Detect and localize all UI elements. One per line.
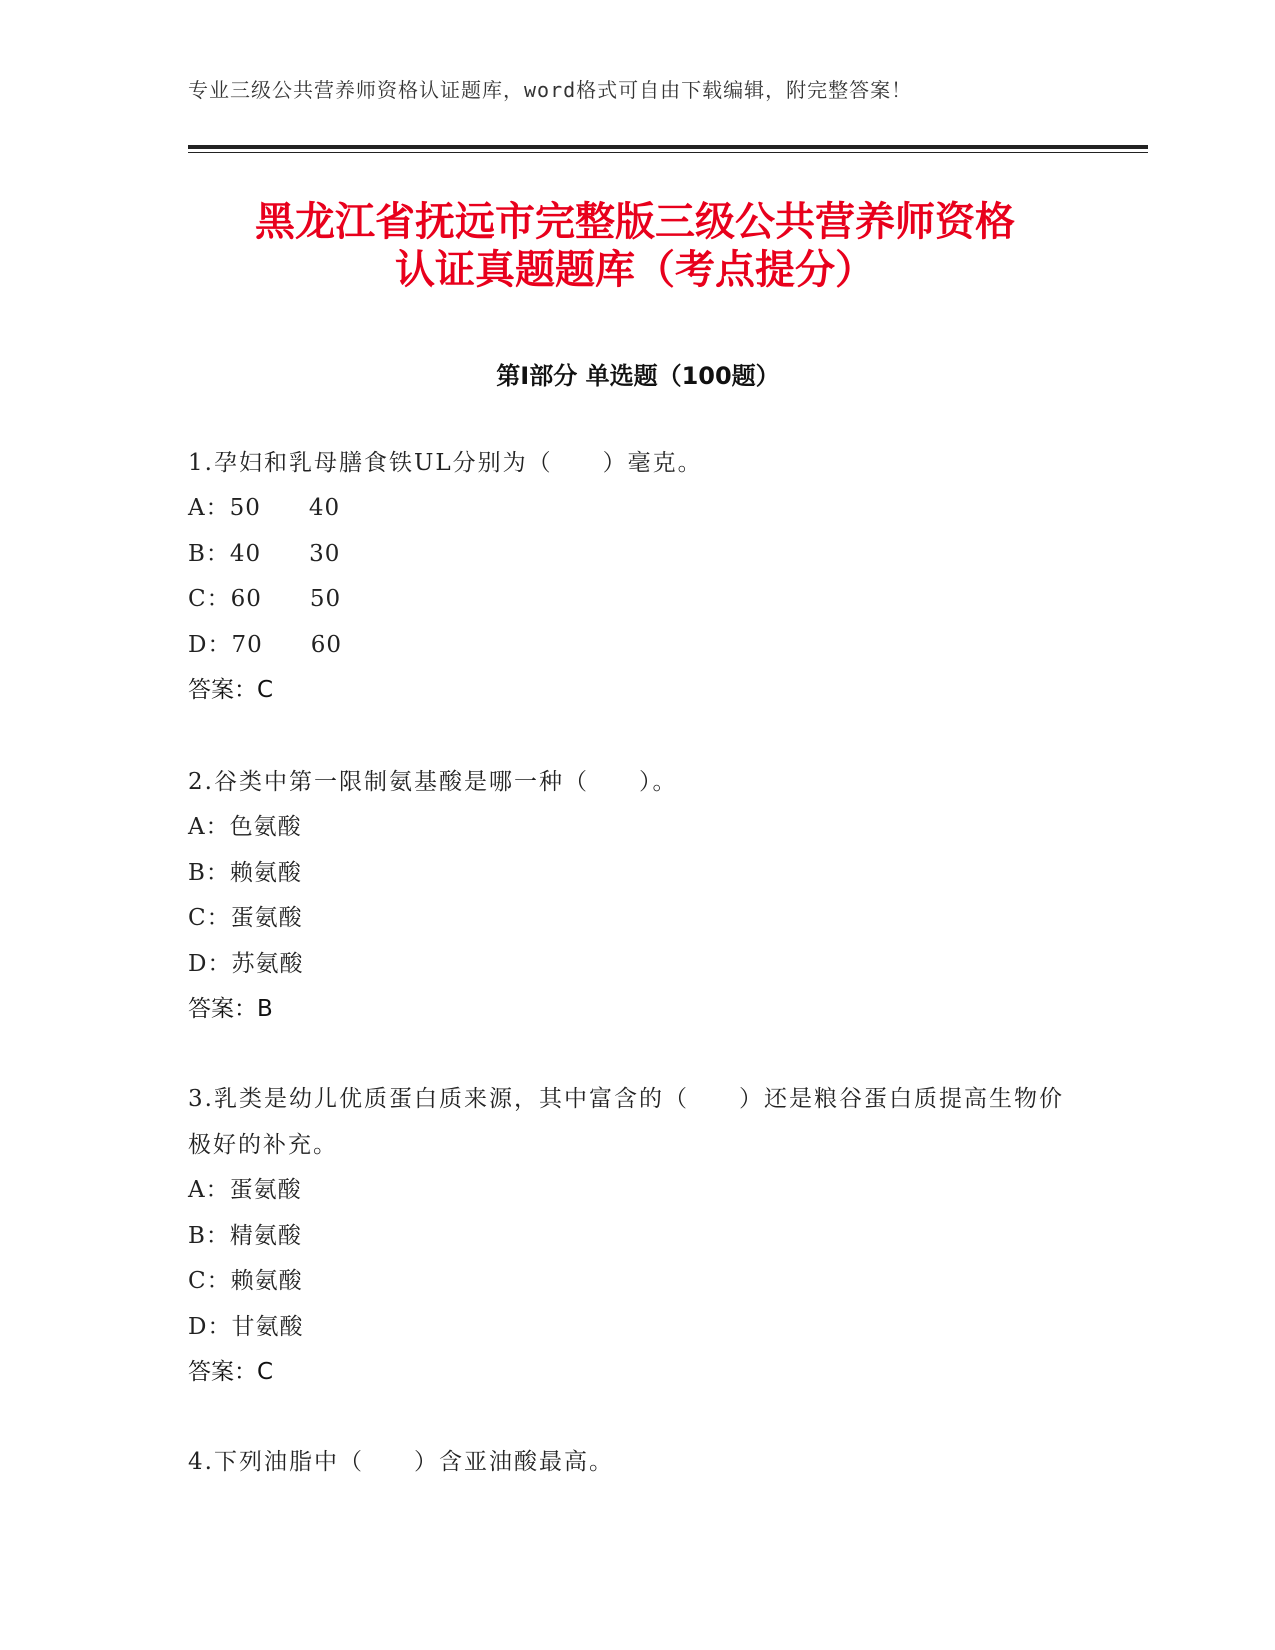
- document-title-line-1: 黑龙江省抚远市完整版三级公共营养师资格: [255, 199, 1015, 245]
- section-title: 第Ⅰ部分 单选题（100题）: [496, 362, 780, 390]
- option-c: C：赖氨酸: [188, 1268, 303, 1294]
- option-a: A：50 40: [188, 495, 341, 521]
- option-b: B：精氨酸: [188, 1222, 302, 1249]
- question-1: [188, 440, 1088, 714]
- option-a: A：色氨酸: [188, 814, 302, 840]
- option-a: A：蛋氨酸: [188, 1177, 302, 1203]
- answer: 答案：C: [188, 677, 274, 703]
- document-title: [180, 198, 1090, 294]
- document-title-line-2: 认证真题题库（考点提分）: [395, 247, 875, 293]
- option-d: D：70 60: [188, 631, 342, 658]
- answer: 答案：C: [188, 1359, 274, 1385]
- option-b: B：40 30: [188, 540, 341, 567]
- option-d: D：苏氨酸: [188, 950, 304, 977]
- header-note: 专业三级公共营养师资格认证题库，word格式可自由下载编辑，附完整答案！: [188, 78, 913, 102]
- question-stem: 2.谷类中第一限制氨基酸是哪一种（ ）。: [188, 769, 678, 795]
- option-c: C：蛋氨酸: [188, 905, 303, 931]
- option-c: C：60 50: [188, 586, 342, 612]
- question-2: [188, 759, 1088, 1033]
- header-rule-thick: [188, 145, 1148, 149]
- question-stem: 3.乳类是幼儿优质蛋白质来源，其中富含的（ ）还是粮谷蛋白质提高生物价极好的补充。: [188, 1086, 1064, 1158]
- header-rule-thin: [188, 152, 1148, 153]
- answer: 答案：B: [188, 996, 273, 1022]
- question-stem: 1.孕妇和乳母膳食铁UL分别为（ ）毫克。: [188, 450, 703, 476]
- question-3: [188, 1076, 1088, 1396]
- question-4: [188, 1439, 1088, 1485]
- option-d: D：甘氨酸: [188, 1313, 304, 1340]
- question-stem: 4.下列油脂中（ ）含亚油酸最高。: [188, 1449, 614, 1475]
- option-b: B：赖氨酸: [188, 859, 302, 886]
